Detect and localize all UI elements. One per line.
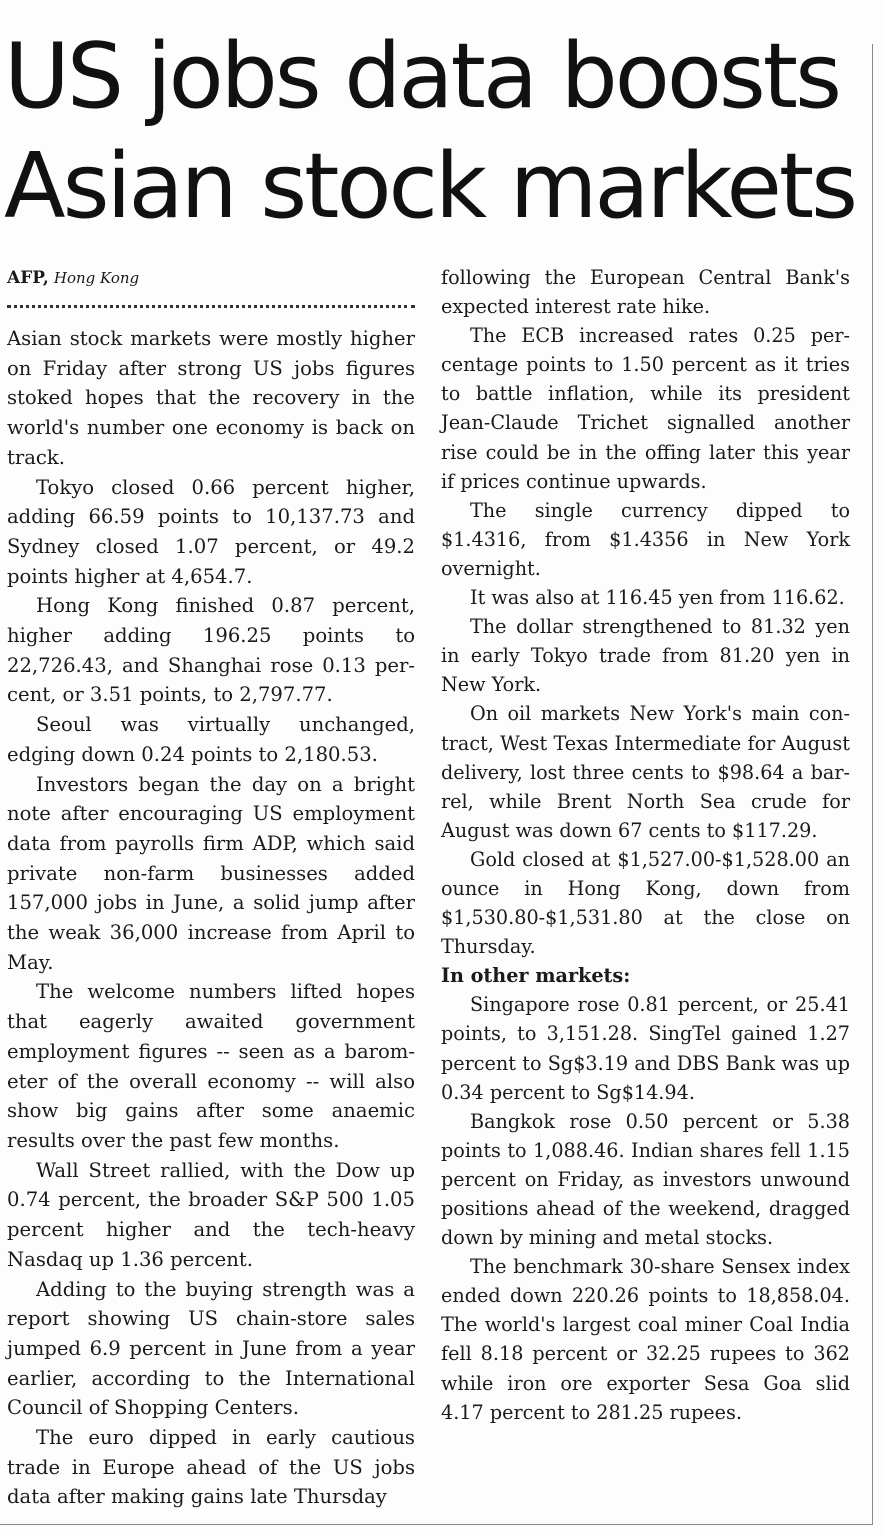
paragraph: Wall Street rallied, with the Dow up 0.74 percent, the broader S&P 500 1.05 percent higher and the tech-heavy Nasdaq up 1.36 percent. [7, 1158, 415, 1271]
bottom-rule [0, 1524, 873, 1525]
paragraph: Hong Kong finished 0.87 percent, higher adding 196.25 points to 22,726.43, and Shanghai rose 0.13 percent, or 3.51 points, to 2,797.77. [7, 594, 415, 707]
paragraph: Adding to the buying strength was a report showing US chain-store sales jumped 6.9 percent in June from a year earlier, according to the International Council of Shopping Centers. [7, 1277, 415, 1420]
column-right [441, 263, 850, 1427]
byline-location: Hong Kong [53, 269, 140, 287]
paragraph: The single currency dipped to $1.4316, from $1.4356 in New York overnight. [441, 498, 850, 580]
paragraph: Investors began the day on a bright note after encouraging US employment data from payrolls firm ADP, which said private non-farm businesses added 157,000 jobs in June, a solid jump after the weak 36,000 increase from April to May. [7, 772, 415, 974]
paragraph: On oil markets New York's main contract, West Texas Intermediate for August delivery, lost three cents to $98.64 a barrel, while Brent North Sea crude for August was down 67 cents to $117.29. [441, 702, 850, 842]
paragraph: The welcome numbers lifted hopes that eagerly awaited government employment figures -- seen as a barometer of the overall economy -- will also show big gains after some anaemic results over the past few months. [7, 980, 415, 1152]
dotted-divider [7, 305, 415, 312]
subheading: In other markets: [441, 964, 631, 988]
paragraph: following the European Central Bank's expected interest rate hike. [441, 266, 850, 319]
byline [7, 263, 415, 293]
paragraph: Tokyo closed 0.66 percent higher, adding 66.59 points to 10,137.73 and Sydney closed 1.07 percent, or 49.2 points higher at 4,654.7. [7, 475, 415, 588]
paragraph: The ECB increased rates 0.25 percentage points to 1.50 percent as it tries to battle inflation, while its president Jean-Claude Trichet signalled another rise could be in the offing later this year if prices continue upwards. [441, 324, 850, 493]
headline-line-1: US jobs data boosts [4, 24, 839, 129]
paragraph: It was also at 116.45 yen from 116.62. [470, 586, 845, 610]
headline-line-2: Asian stock markets [4, 134, 855, 239]
byline-agency: AFP, [7, 268, 49, 288]
column-rule-right [872, 44, 873, 1524]
paragraph: Gold closed at $1,527.00-$1,528.00 an ounce in Hong Kong, down from $1,530.80-$1,531.80 at the close on Thursday. [441, 847, 850, 959]
column-left [7, 263, 415, 1512]
paragraph: The dollar strengthened to 81.32 yen in early Tokyo trade from 81.20 yen in New York. [441, 615, 850, 697]
paragraph: Singapore rose 0.81 percent, or 25.41 points, to 3,151.28. SingTel gained 1.27 percent to Sg$3.19 and DBS Bank was up 0.34 percent to Sg$14.94. [441, 993, 850, 1104]
paragraph: Seoul was virtually unchanged, edging down 0.24 points to 2,180.53. [7, 713, 415, 766]
paragraph: The euro dipped in early cautious trade in Europe ahead of the US jobs data after making gains late Thursday [7, 1426, 415, 1509]
paragraph: Asian stock markets were mostly higher on Friday after strong US jobs figures stoked hopes that the recovery in the world's number one economy is back on track. [7, 327, 415, 469]
paragraph: Bangkok rose 0.50 percent or 5.38 points to 1,088.46. Indian shares fell 1.15 percent on Friday, as investors unwound positions ahead of the weekend, dragged down by mining and metal stocks. [441, 1109, 850, 1250]
headline [4, 22, 870, 242]
paragraph: The benchmark 30-share Sensex index ended down 220.26 points to 18,858.04. The world's largest coal miner Coal India fell 8.18 percent or 32.25 rupees to 362 while iron ore exporter Sesa Goa slid 4.17 percent to 281.25 rupees. [441, 1255, 850, 1424]
